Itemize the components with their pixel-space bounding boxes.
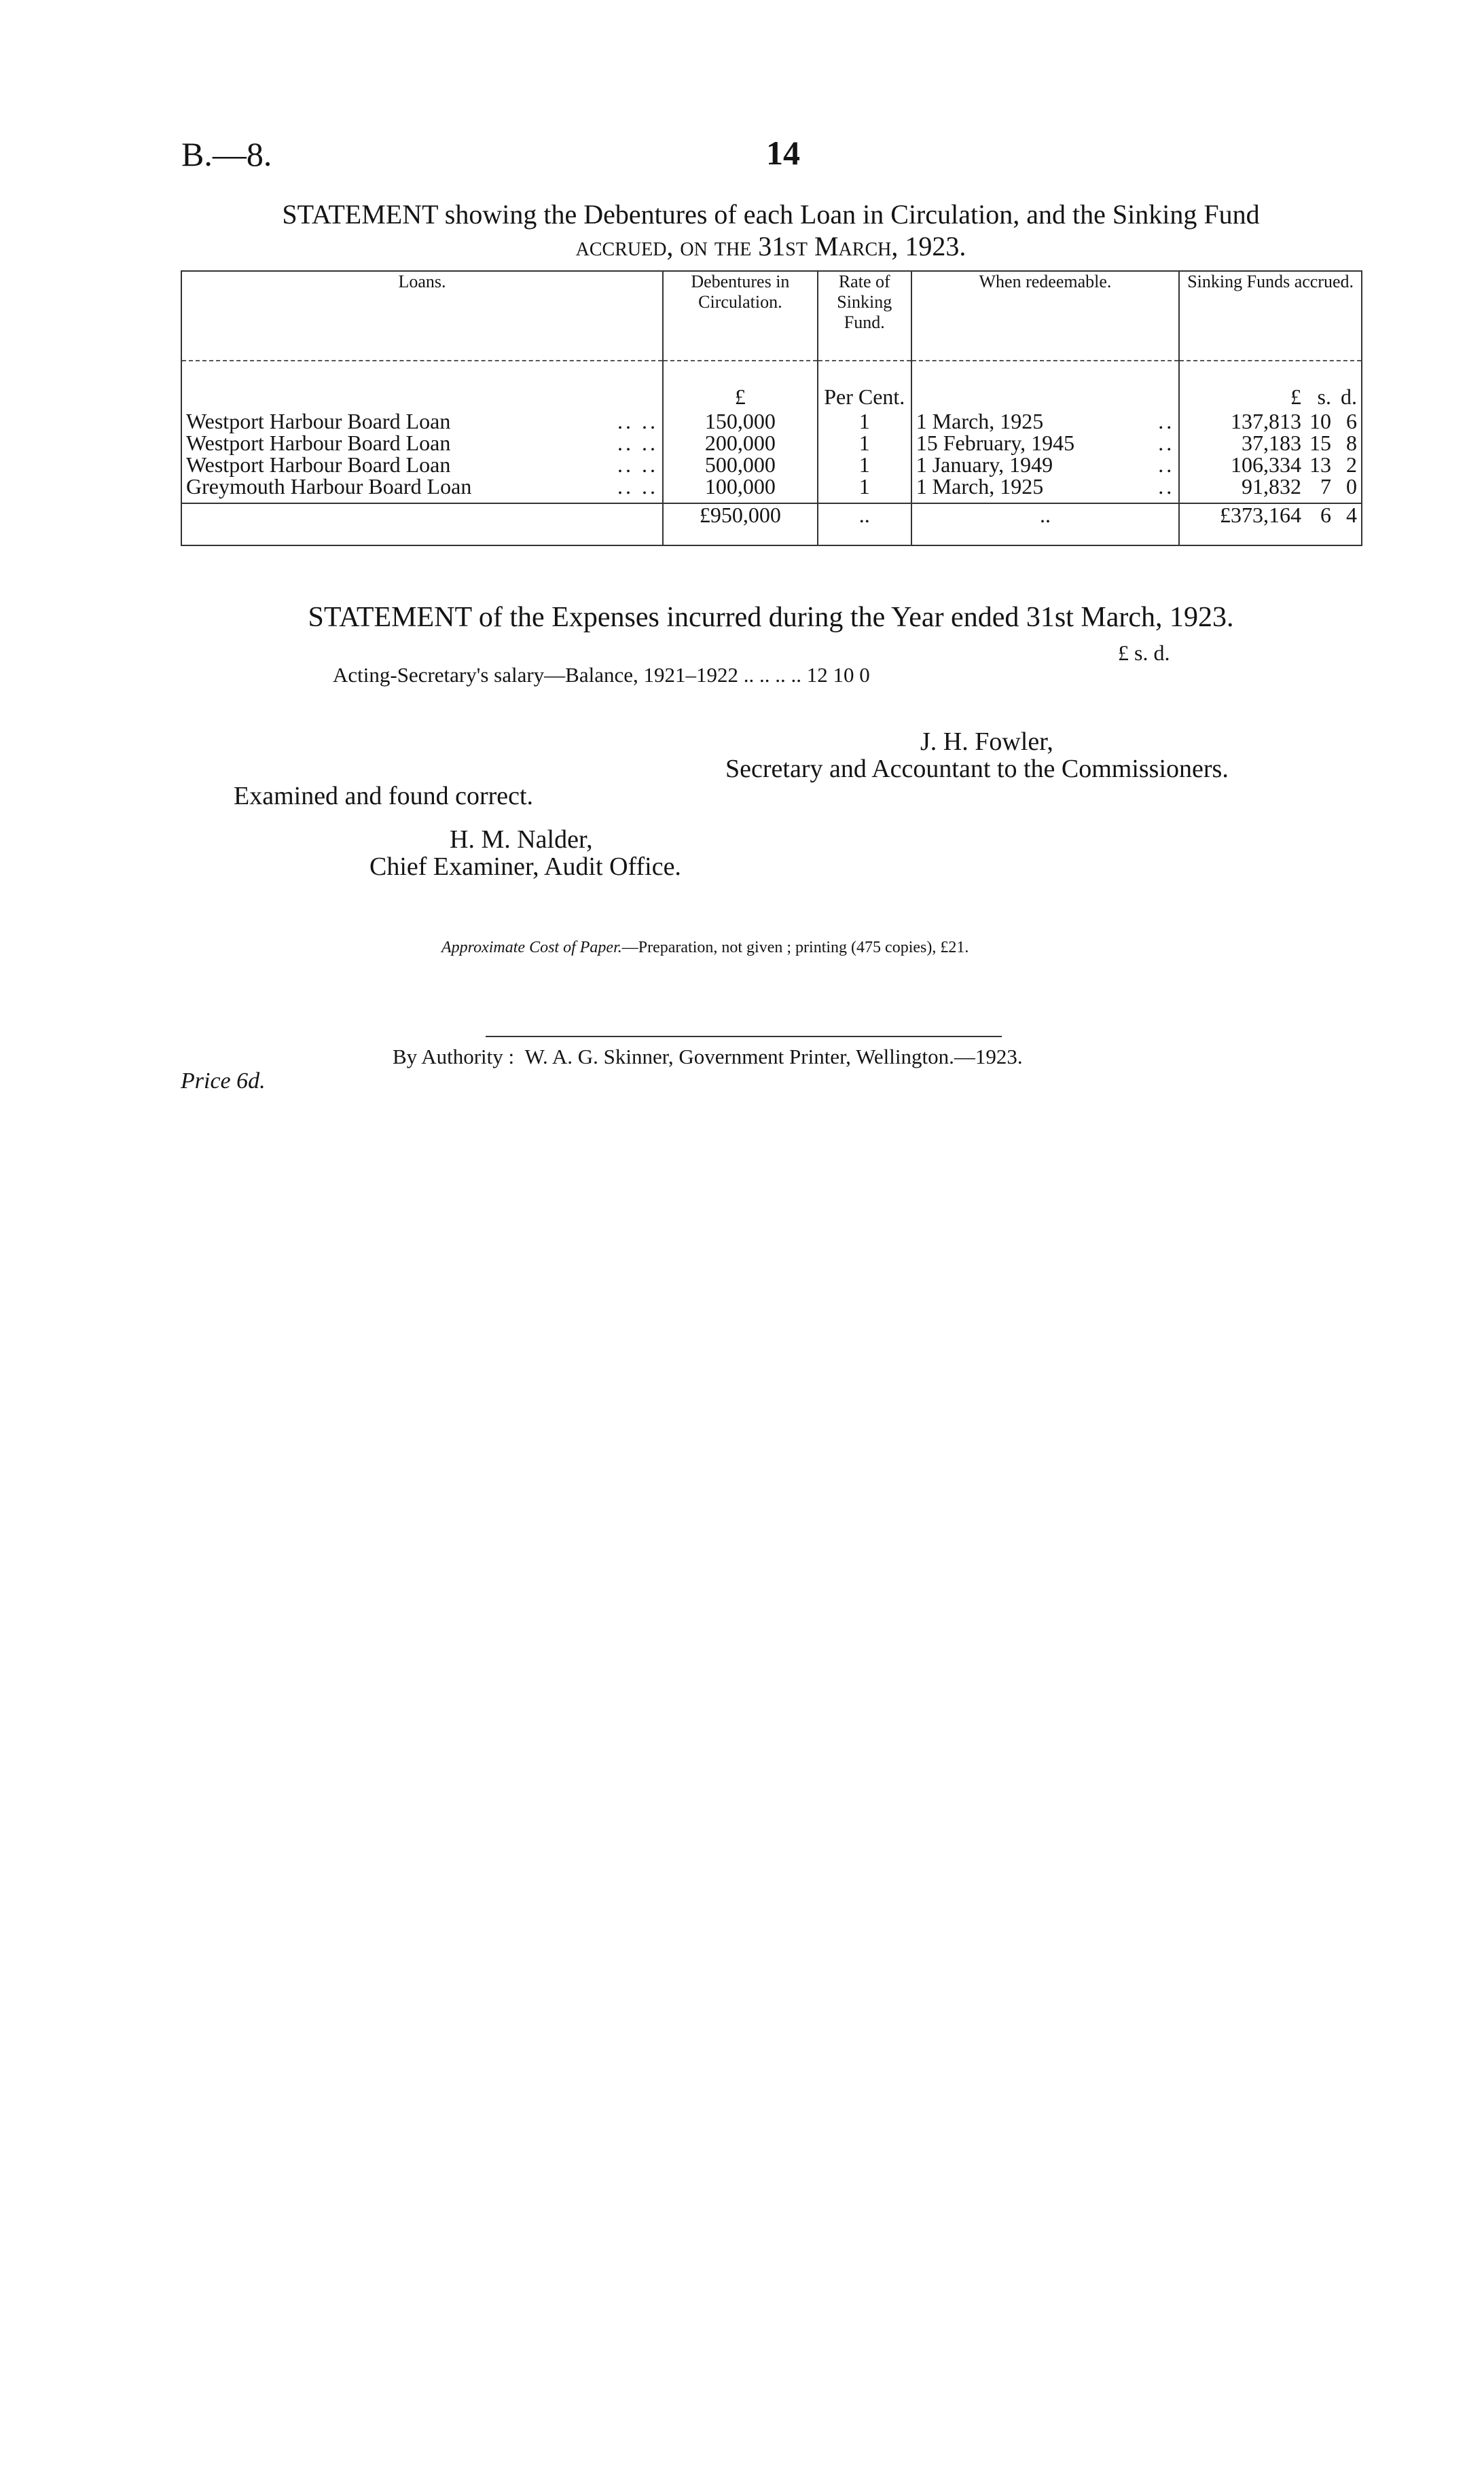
sinking-pence: 0: [1346, 474, 1357, 499]
redeemable-date: 1 March, 1925: [916, 409, 1044, 433]
totals-row: [181, 503, 1362, 545]
loan-name: Westport Harbour Board Loan: [186, 452, 451, 477]
examiner-name: H. M. Nalder,: [450, 825, 593, 854]
rate-value: 1: [818, 454, 911, 475]
table-row: [181, 475, 1362, 497]
col-header-sinking: Sinking Funds accrued.: [1179, 271, 1362, 361]
loan-name: Greymouth Harbour Board Loan: [186, 474, 472, 499]
sinking-pence: 6: [1346, 409, 1357, 433]
rate-value: 1: [818, 432, 911, 454]
examiner-title: Chief Examiner, Audit Office.: [369, 852, 681, 881]
total-pounds: £373,164: [1220, 503, 1301, 527]
sinking-pence: 8: [1346, 431, 1357, 455]
statement-title-line1: STATEMENT showing the Debentures of each Loan in Circulation, and the Sinking Fund: [282, 199, 1260, 230]
leader-dots: ..: [1158, 409, 1175, 433]
page-number: 14: [766, 134, 800, 172]
total-shillings: 6: [1320, 503, 1331, 527]
sinking-pounds: 106,334: [1231, 452, 1301, 477]
unit-pounds: £: [1290, 384, 1301, 409]
statement-expenses-title: STATEMENT of the Expenses incurred during the Year ended 31st March, 1923.: [308, 602, 1234, 633]
sinking-shillings: 13: [1309, 452, 1331, 477]
table-row: [181, 410, 1362, 432]
cost-of-paper-note: [441, 939, 969, 957]
sinking-shillings: 10: [1309, 409, 1331, 433]
total-rate: ..: [818, 503, 911, 545]
debentures-value: 500,000: [663, 454, 818, 475]
sinking-pounds: 37,183: [1242, 431, 1301, 455]
sinking-pounds: 91,832: [1242, 474, 1301, 499]
unit-per-cent: Per Cent.: [818, 386, 911, 410]
loan-name: Westport Harbour Board Loan: [186, 409, 451, 433]
sinking-pence: 2: [1346, 452, 1357, 477]
footer-rule: [486, 1036, 1002, 1037]
cost-text: —Preparation, not given ; printing (475 copies), £21.: [621, 939, 969, 956]
document-code: B.—8.: [181, 135, 272, 173]
col-header-debentures: Debentures in Circulation.: [663, 271, 818, 361]
leader-dots: ..: [1158, 452, 1175, 477]
leader-dots: .. ..: [617, 474, 658, 499]
expenses-units: £ s. d.: [1118, 641, 1170, 665]
table-header-row: [181, 271, 1362, 361]
leader-dots: ..: [1158, 431, 1175, 455]
secretary-title: Secretary and Accountant to the Commissioners.: [725, 755, 1229, 783]
expenses-line: Acting-Secretary's salary—Balance, 1921–1922 .. .. .. .. 12 10 0: [333, 663, 870, 687]
col-header-loans: Loans.: [181, 271, 663, 361]
leader-dots: .. ..: [617, 409, 658, 433]
sinking-shillings: 7: [1320, 474, 1331, 499]
rate-value: 1: [818, 475, 911, 497]
table-row: [181, 454, 1362, 475]
secretary-name: J. H. Fowler,: [920, 727, 1053, 756]
redeemable-date: 15 February, 1945: [916, 431, 1075, 455]
leader-dots: .. ..: [617, 452, 658, 477]
leader-dots: ..: [1158, 474, 1175, 499]
redeemable-date: 1 January, 1949: [916, 452, 1053, 477]
table-row: [181, 432, 1362, 454]
sinking-shillings: 15: [1309, 431, 1331, 455]
debentures-value: 100,000: [663, 475, 818, 497]
rate-value: 1: [818, 410, 911, 432]
col-header-rate: Rate of Sinking Fund.: [818, 271, 911, 361]
total-redeemable: ..: [911, 503, 1180, 545]
authority-text: W. A. G. Skinner, Government Printer, Wellington.—1923.: [524, 1045, 1023, 1068]
sinking-pounds: 137,813: [1231, 409, 1301, 433]
leader-dots: .. ..: [617, 431, 658, 455]
loan-name: Westport Harbour Board Loan: [186, 431, 451, 455]
units-row: [181, 386, 1362, 410]
total-debentures: £950,000: [663, 503, 818, 545]
unit-shillings: s.: [1317, 384, 1331, 409]
statement-title-line2: accrued, on the 31st March, 1923.: [575, 231, 966, 262]
total-pence: 4: [1346, 503, 1357, 527]
cost-label: Approximate Cost of Paper.: [441, 939, 622, 956]
debentures-value: 200,000: [663, 432, 818, 454]
debentures-value: 150,000: [663, 410, 818, 432]
redeemable-date: 1 March, 1925: [916, 474, 1044, 499]
loans-table: [181, 270, 1362, 546]
statement-debentures-title: [180, 198, 1362, 262]
price: Price 6d.: [181, 1068, 266, 1094]
unit-pence: d.: [1341, 384, 1357, 409]
authority-label: By Authority :: [393, 1045, 515, 1068]
printer-authority: [393, 1045, 1023, 1069]
col-header-redeemable: When redeemable.: [911, 271, 1180, 361]
examined-statement: Examined and found correct.: [234, 782, 534, 810]
unit-pound: £: [663, 386, 818, 410]
